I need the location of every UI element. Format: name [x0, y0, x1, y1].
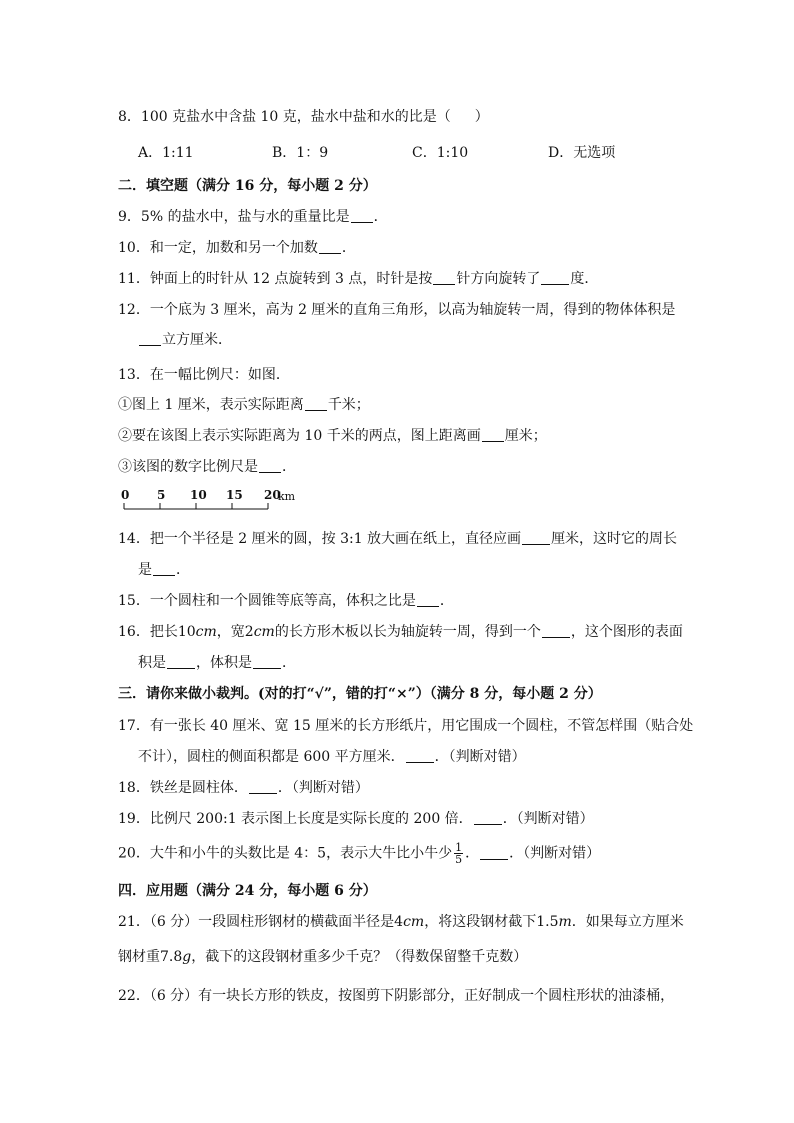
scale-label-20: 20 — [264, 488, 281, 502]
part3-text: ③该图的数字比例尺是 — [118, 459, 258, 475]
answer-blank — [167, 654, 195, 669]
part2-text: ②要在该图上表示实际距离为 10 千米的两点，图上距离画 — [118, 428, 481, 444]
question-14-end: ． — [176, 562, 190, 578]
question-21-line2-text: 钢材重 — [118, 949, 160, 965]
length-value: 1.5 — [536, 914, 559, 930]
question-14-line1 — [118, 529, 677, 549]
question-17-line2 — [138, 747, 526, 767]
question-10 — [118, 238, 356, 258]
answer-blank — [249, 779, 277, 794]
question-9-end: ． — [373, 209, 388, 225]
question-14-text: 14．把一个半径是 2 厘米的圆，按 3:1 放大画在纸上，直径应画 — [118, 531, 522, 547]
length-unit: m — [558, 914, 572, 930]
question-12-line2 — [138, 330, 232, 350]
question-16-text: 16．把长 — [118, 624, 178, 640]
part2-end: 厘米； — [504, 428, 547, 444]
question-16-line2-text: 积是 — [138, 655, 166, 671]
answer-blank — [541, 270, 569, 285]
scale-bar — [118, 488, 318, 518]
question-21-text: 21．（6 分）一段圆柱形钢材的横截面半径是 — [118, 914, 395, 930]
length-unit: cm — [195, 624, 217, 640]
question-22-line1: 22．（6 分）有一块长方形的铁皮，按图剪下阴影部分，正好制成一个圆柱形状的油漆桶， — [118, 988, 675, 1004]
question-15 — [118, 591, 454, 611]
answer-blank — [153, 561, 175, 576]
answer-blank — [433, 270, 455, 285]
answer-blank — [253, 654, 281, 669]
choice-a: A．1:11 — [138, 145, 194, 161]
section-2-heading: 二．填空题（满分 16 分，每小题 2 分） — [118, 178, 377, 194]
answer-blank — [351, 208, 373, 223]
answer-blank — [406, 748, 434, 763]
question-17-text: 不计），圆柱的侧面积都是 600 平方厘米． — [138, 749, 405, 765]
question-20 — [118, 842, 600, 865]
question-16-wide: ，宽 — [216, 624, 245, 640]
question-16-mid: 的长方形木板以长为轴旋转一周，得到一个 — [274, 624, 541, 640]
fraction-numerator: 1 — [455, 841, 463, 854]
question-21-line2 — [118, 947, 527, 967]
question-11-text: 11．钟面上的时针从 12 点旋转到 3 点，时针是按 — [118, 271, 433, 287]
answer-blank — [305, 396, 327, 411]
question-8-text: 8．100 克盐水中含盐 10 克，盐水中盐和水的比是（ — [118, 109, 451, 125]
scale-label-0: 0 — [121, 488, 130, 502]
question-21-line1 — [118, 912, 684, 932]
fraction-denominator: 5 — [455, 853, 463, 866]
answer-blank — [319, 239, 341, 254]
question-11 — [118, 269, 598, 289]
question-9 — [118, 207, 388, 227]
choice-c: C．1:10 — [412, 145, 469, 161]
section-4-heading: 四．应用题（满分 24 分，每小题 6 分） — [118, 883, 377, 899]
width-unit: cm — [253, 624, 275, 640]
question-14-mid: 厘米，这时它的周长 — [551, 531, 678, 547]
question-8-close: ） — [474, 109, 489, 125]
question-20-text: 20．大牛和小牛的头数比是 4：5，表示大牛比小牛少 — [118, 845, 453, 862]
answer-blank — [482, 427, 504, 442]
radius-value: 4 — [394, 914, 404, 930]
weight-unit: g — [182, 949, 192, 965]
question-11-mid: 针方向旋转了 — [456, 271, 541, 287]
question-20-dot: ． — [465, 845, 480, 862]
question-20-end: ．（判断对错） — [509, 845, 601, 862]
width-value: 2 — [244, 624, 254, 640]
question-16-volume: ，体积是 — [196, 655, 252, 671]
question-16-line1 — [118, 622, 683, 642]
question-19 — [118, 809, 594, 829]
choice-d: D．无选项 — [548, 145, 616, 161]
question-16-mid2: ，这个图形的表面 — [570, 624, 683, 640]
question-21-mid: ．如果每立方厘米 — [571, 914, 684, 930]
question-14-line2-text: 是 — [138, 562, 152, 578]
question-18-end: ．（判断对错） — [277, 780, 369, 796]
scale-label-15: 15 — [226, 488, 243, 502]
answer-blank — [542, 623, 570, 638]
weight-value: 7.8 — [160, 949, 183, 965]
answer-blank — [139, 331, 161, 346]
question-12-end: 立方厘米． — [162, 332, 232, 348]
question-9-text: 9．5% 的盐水中，盐与水的重量比是 — [118, 209, 350, 225]
question-16-end: ． — [282, 655, 296, 671]
question-8-choices — [0, 143, 794, 163]
question-18-text: 18．铁丝是圆柱体． — [118, 780, 248, 796]
question-13-intro: 13．在一幅比例尺：如图． — [118, 367, 290, 383]
question-18 — [118, 778, 369, 798]
question-10-end: ． — [341, 240, 356, 256]
question-13-part2 — [118, 426, 547, 446]
question-17-end: ．（判断对错） — [434, 749, 526, 765]
answer-blank — [480, 845, 508, 860]
question-10-text: 10．和一定，加数和另一个加数 — [118, 240, 318, 256]
choice-b: B．1：9 — [272, 145, 329, 161]
fraction-one-fifth — [454, 842, 463, 865]
section-3-heading: 三．请你来做小裁判。(对的打“√”，错的打“×”）（满分 8 分，每小题 2 分） — [118, 686, 602, 702]
question-13-part3 — [118, 457, 296, 477]
question-21-end: ，截下的这段钢材重多少千克？（得数保留整千克数） — [191, 949, 528, 965]
question-8 — [118, 107, 489, 127]
part3-end: ． — [282, 459, 296, 475]
part1-end: 千米； — [327, 397, 370, 413]
question-13-part1 — [118, 395, 370, 415]
question-14-line2 — [138, 560, 190, 580]
question-21-cut: ，将这段钢材截下 — [424, 914, 537, 930]
question-19-text: 19．比例尺 200:1 表示图上长度是实际长度的 200 倍． — [118, 811, 473, 827]
answer-blank — [474, 810, 502, 825]
question-12-line1: 12．一个底为 3 厘米，高为 2 厘米的直角三角形，以高为轴旋转一周，得到的物体体积是 — [118, 302, 676, 318]
scale-unit: km — [278, 490, 296, 503]
scale-label-10: 10 — [190, 488, 207, 502]
scale-label-5: 5 — [157, 488, 166, 502]
length-value: 10 — [177, 624, 196, 640]
question-17-line1: 17．有一张长 40 厘米、宽 15 厘米的长方形纸片，用它围成一个圆柱，不管怎样围（贴合处 — [118, 718, 694, 734]
radius-unit: cm — [403, 914, 425, 930]
question-19-end: ．（判断对错） — [502, 811, 594, 827]
question-16-line2 — [138, 653, 296, 673]
question-15-text: 15．一个圆柱和一个圆锥等底等高，体积之比是 — [118, 593, 416, 609]
question-11-end: 度． — [570, 271, 599, 287]
part1-text: ①图上 1 厘米，表示实际距离 — [118, 397, 304, 413]
answer-blank — [259, 458, 281, 473]
answer-blank — [522, 530, 550, 545]
answer-blank — [417, 592, 439, 607]
question-15-end: ． — [439, 593, 454, 609]
